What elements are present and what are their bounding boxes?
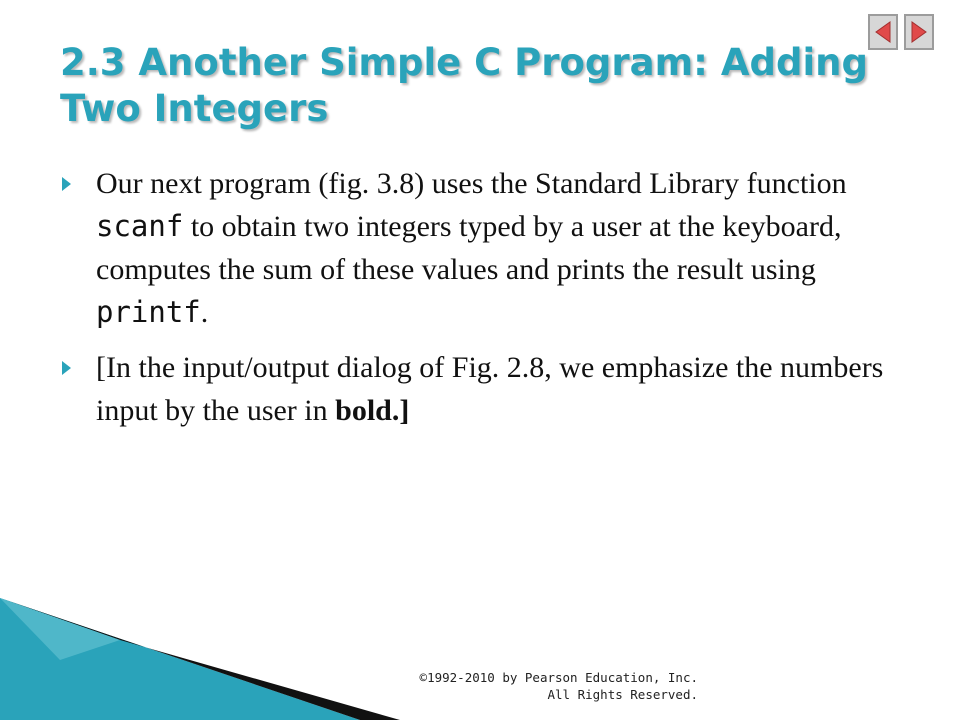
slide-navigation (868, 14, 934, 50)
bullet-list (62, 162, 892, 444)
bold-text: bold.] (335, 394, 410, 427)
bullet-text: [In the input/output dialog of Fig. 2.8, we emphasize the numbers input by the user in (96, 351, 884, 427)
bullet-item-scanf (62, 162, 892, 334)
code-scanf: scanf (96, 209, 184, 243)
right-triangle-icon (909, 20, 929, 44)
bullet-arrow-icon (62, 177, 71, 191)
left-triangle-icon (873, 20, 893, 44)
bullet-text: Our next program (fig. 3.8) uses the Standard Library function (96, 167, 847, 200)
previous-slide-button[interactable] (868, 14, 898, 50)
bullet-text: to obtain two integers typed by a user at the keyboard, computes the sum of these values and prints the result using (96, 210, 842, 286)
copyright-footer (420, 669, 698, 703)
bullet-item-dialog (62, 346, 892, 432)
code-printf: printf (96, 295, 201, 329)
bullet-text: . (200, 296, 209, 329)
copyright-line: ©1992-2010 by Pearson Education, Inc. (419, 670, 698, 685)
rights-line: All Rights Reserved. (547, 687, 698, 702)
next-slide-button[interactable] (904, 14, 934, 50)
slide-title: 2.3 Another Simple C Program: Adding Two Integers (60, 41, 868, 130)
bullet-arrow-icon (62, 361, 71, 375)
